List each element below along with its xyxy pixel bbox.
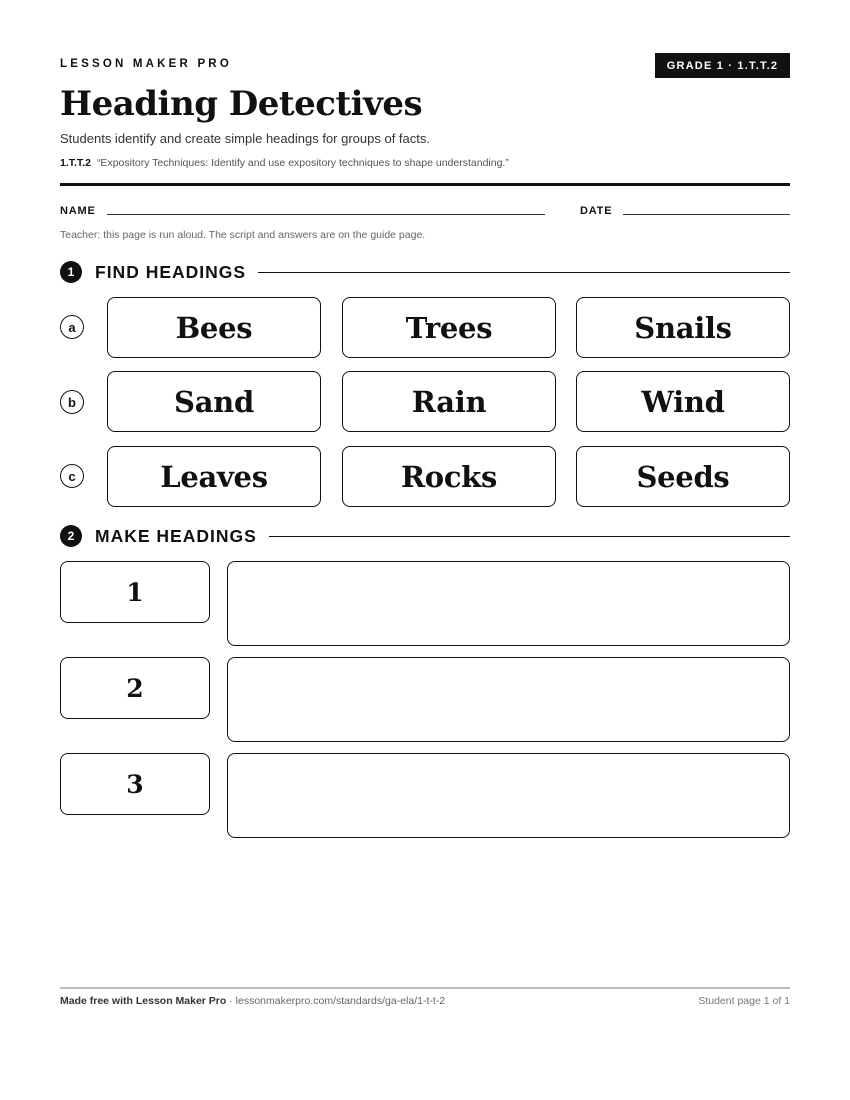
name-label: NAME xyxy=(60,205,96,217)
heading-answer-box[interactable] xyxy=(227,753,790,838)
standard-description: “Expository Techniques: Identify and use expository techniques to shape understanding.” xyxy=(96,157,509,169)
standard-line xyxy=(60,157,509,169)
word-card: Rain xyxy=(342,371,556,432)
footer-url[interactable]: · lessonmakerpro.com/standards/ga-ela/1-t-t-2 xyxy=(226,995,446,1007)
word-card: Rocks xyxy=(342,446,556,507)
grade-badge: GRADE 1 · 1.T.T.2 xyxy=(655,53,790,78)
row-letter-b: b xyxy=(60,390,84,414)
heading-number-box: 2 xyxy=(60,657,210,719)
teacher-note: Teacher: this page is run aloud. The script and answers are on the guide page. xyxy=(60,229,426,241)
word-card: Bees xyxy=(107,297,321,358)
footer-divider xyxy=(60,987,790,989)
section-find-headings xyxy=(60,260,790,284)
section-divider xyxy=(258,272,790,273)
date-field[interactable] xyxy=(623,214,790,215)
heading-number-box: 1 xyxy=(60,561,210,623)
word-card: Seeds xyxy=(576,446,790,507)
standard-code: 1.T.T.2 xyxy=(60,157,91,169)
heading-answer-box[interactable] xyxy=(227,561,790,646)
word-card: Leaves xyxy=(107,446,321,507)
section-number-badge: 2 xyxy=(60,525,82,547)
section-number-badge: 1 xyxy=(60,261,82,283)
page-title: Heading Detectives xyxy=(60,84,423,124)
section-make-headings xyxy=(60,524,790,548)
row-letter-c: c xyxy=(60,464,84,488)
header-divider xyxy=(60,183,790,186)
date-label: DATE xyxy=(580,205,613,217)
footer-page-number: Student page 1 of 1 xyxy=(698,995,790,1007)
heading-number-box: 3 xyxy=(60,753,210,815)
word-card: Trees xyxy=(342,297,556,358)
section-divider xyxy=(269,536,790,537)
footer-credit xyxy=(60,995,445,1007)
footer-made-with: Made free with Lesson Maker Pro xyxy=(60,995,227,1007)
row-letter-a: a xyxy=(60,315,84,339)
heading-answer-box[interactable] xyxy=(227,657,790,742)
brand-name: LESSON MAKER PRO xyxy=(60,58,232,70)
word-card: Wind xyxy=(576,371,790,432)
word-card: Snails xyxy=(576,297,790,358)
name-field[interactable] xyxy=(107,214,545,215)
section-title: FIND HEADINGS xyxy=(95,261,247,282)
section-title: MAKE HEADINGS xyxy=(95,525,257,546)
word-card: Sand xyxy=(107,371,321,432)
page-subtitle: Students identify and create simple headings for groups of facts. xyxy=(60,131,430,146)
